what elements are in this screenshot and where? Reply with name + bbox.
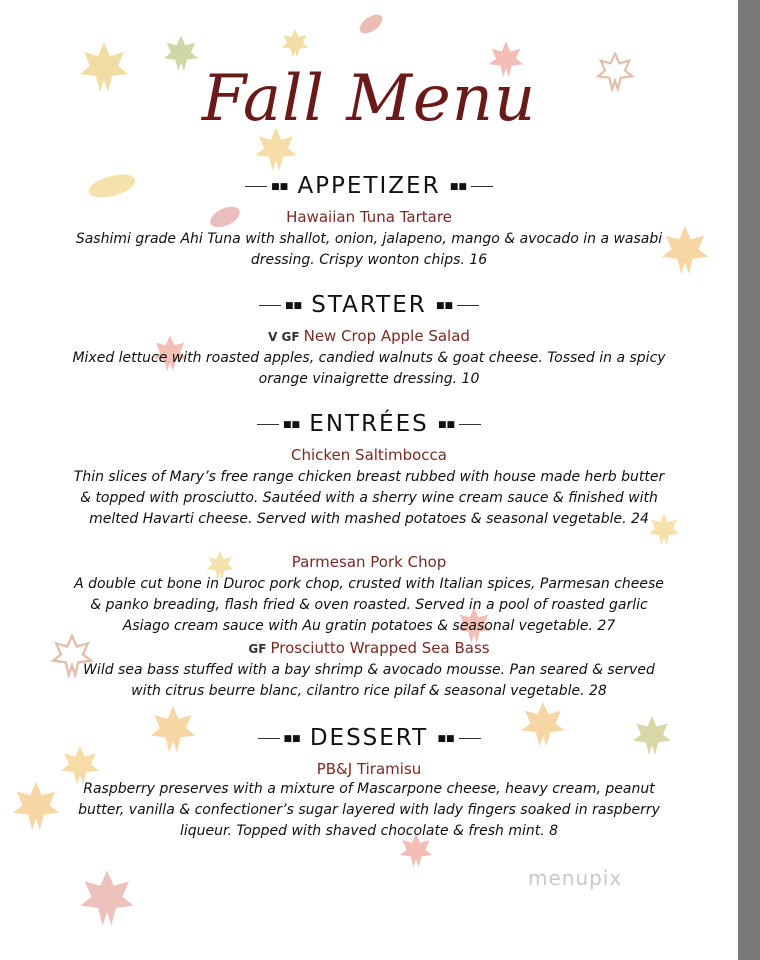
section-title: DESSERT: [309, 725, 429, 751]
item-name: New Crop Apple Salad: [303, 327, 470, 345]
bullet-icon: ■■: [449, 181, 467, 192]
divider: [471, 186, 493, 187]
leaf-icon: [8, 780, 64, 834]
section-heading-dessert: [0, 725, 738, 751]
item-name: Prosciutto Wrapped Sea Bass: [270, 639, 490, 657]
divider: [245, 186, 267, 187]
bullet-icon: ■■: [284, 300, 302, 311]
bullet-icon: ■■: [436, 300, 454, 311]
section-heading-appetizer: [0, 173, 738, 199]
section-title: STARTER: [311, 292, 427, 318]
bullet-icon: ■■: [437, 733, 455, 744]
divider: [258, 738, 280, 739]
diet-badge: GF: [248, 642, 267, 656]
section-heading-entrees: [0, 411, 738, 437]
menu-title: Fall Menu: [201, 62, 537, 136]
item-name-row: [0, 639, 738, 657]
divider: [259, 305, 281, 306]
divider: [459, 424, 481, 425]
item-name: Parmesan Pork Chop: [291, 553, 447, 571]
leaf-icon: [356, 10, 386, 38]
section-title: ENTRÉES: [309, 411, 429, 437]
bullet-icon: ■■: [438, 419, 456, 430]
item-description: Sashimi grade Ahi Tuna with shallot, onion, jalapeno, mango & avocado in a wasabi dressing. Crispy wonton chips. 16: [75, 231, 663, 268]
item-description: Thin slices of Mary’s free range chicken breast rubbed with house made herb butter & topped with prosciutto. Sautéed with a sherry wine cream sauce & finished with melted Havarti cheese. Served with mashed potatoes & seasonal vegetable. 24: [73, 469, 665, 527]
bullet-icon: ■■: [271, 181, 289, 192]
item-description: Wild sea bass stuffed with a bay shrimp & avocado mousse. Pan seared & served with citrus beurre blanc, cilantro rice pilaf & seasonal vegetable. 28: [83, 662, 655, 699]
divider: [257, 424, 279, 425]
item-name: Hawaiian Tuna Tartare: [286, 208, 452, 226]
diet-badge: V GF: [268, 330, 300, 344]
divider: [457, 305, 479, 306]
leaf-icon: [76, 868, 138, 930]
item-description: Raspberry preserves with a mixture of Mascarpone cheese, heavy cream, peanut butter, vanilla & confectioner’s sugar layered with lady fingers soaked in raspberry liqueur. Topped with shaved chocolate & fresh mint. 8: [78, 781, 660, 839]
right-gutter: [738, 0, 760, 960]
item-name: Chicken Saltimbocca: [291, 446, 447, 464]
item-description: A double cut bone in Duroc pork chop, crusted with Italian spices, Parmesan cheese & panko breading, flash fried & oven roasted. Served in a pool of roasted garlic Asiago cream sauce with Au gratin potatoes & seasonal vegetable. 27: [74, 576, 664, 634]
section-title: APPETIZER: [297, 173, 441, 199]
section-heading-starter: [0, 292, 738, 318]
leaf-icon: [280, 28, 310, 60]
item-description: Mixed lettuce with roasted apples, candied walnuts & goat cheese. Tossed in a spicy orange vinaigrette dressing. 10: [72, 350, 666, 387]
bullet-icon: ■■: [282, 419, 300, 430]
bullet-icon: ■■: [283, 733, 301, 744]
watermark-logo: menupix: [528, 866, 623, 890]
item-name-row: [0, 327, 738, 345]
item-name: PB&J Tiramisu: [316, 760, 422, 778]
divider: [459, 738, 481, 739]
